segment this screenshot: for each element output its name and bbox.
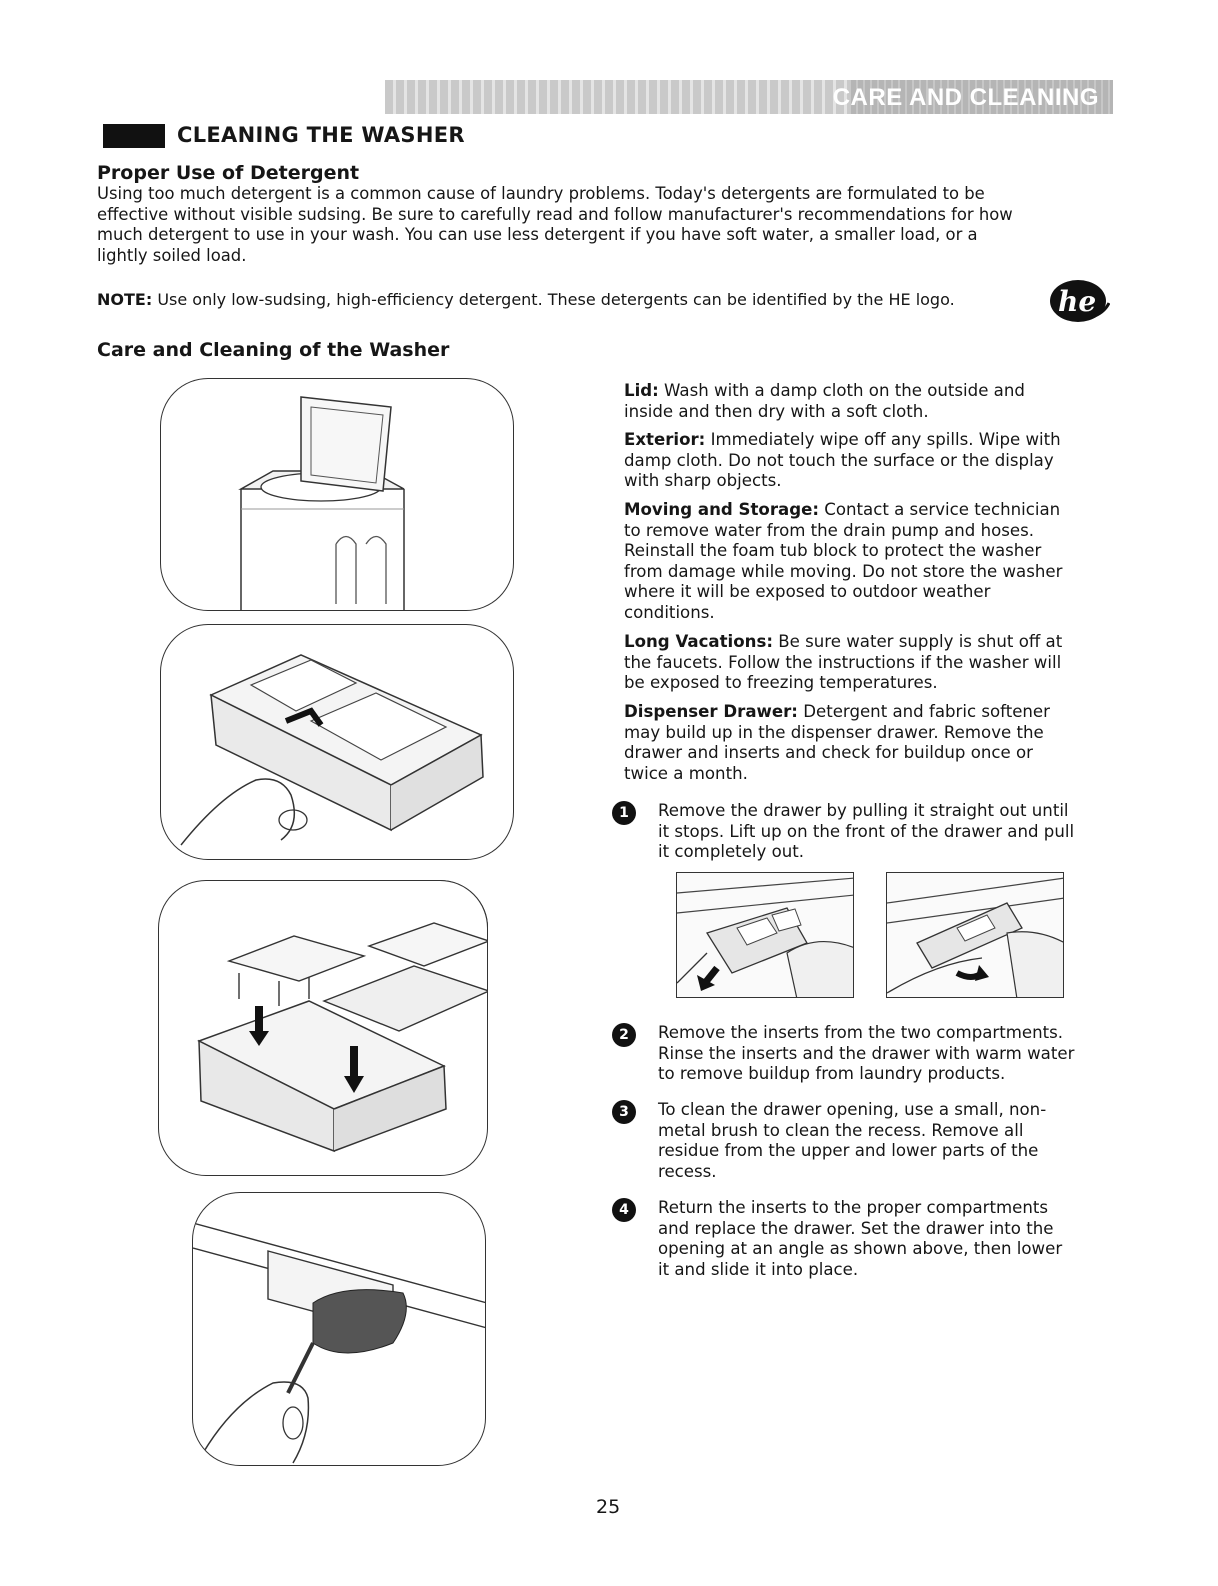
step-text: it and slide it into place. [658,1259,859,1279]
dispenser-drawer-text: may build up in the dispenser drawer. Remove the [624,722,1044,742]
step-3 [612,1100,1122,1182]
moving-storage-text: to remove water from the drain pump and hoses. [624,520,1035,540]
step-text: metal brush to clean the recess. Remove all [658,1120,1024,1140]
step-text: residue from the upper and lower parts of the [658,1141,1039,1160]
he-logo-icon [1048,279,1110,323]
dispenser-drawer-text: drawer and inserts and check for buildup once or [624,743,1033,762]
step-number-badge: 2 [612,1023,636,1047]
lid-label: Lid: [624,381,659,400]
dispenser-drawer-text: Detergent and fabric softener [797,702,1050,721]
long-vacations-text: Be sure water supply is shut off at [772,632,1063,651]
moving-storage-text: where it will be exposed to outdoor weather [624,582,991,601]
step-text: Remove the drawer by pulling it straight out until [658,801,1069,820]
detergent-paragraph [97,184,1127,266]
lid-item [624,381,1124,422]
step-text: to remove buildup from laundry products. [658,1064,1006,1083]
section-marker [103,124,165,148]
lid-text: Wash with a damp cloth on the outside and [658,381,1025,400]
note [97,290,955,310]
section-title: CLEANING THE WASHER [177,123,465,147]
header-banner [385,80,1113,114]
washer-drawing [161,379,514,611]
long-vacations-item [624,632,1124,694]
detergent-line: effective without visible sudsing. Be sure to carefully read and follow manufacturer's recommendations for how [97,204,1013,224]
long-vacations-text: the faucets. Follow the instructions if the washer will [624,652,1062,672]
detergent-line: much detergent to use in your wash. You can use less detergent if you have soft water, a smaller load, or a [97,225,978,244]
step-text: Remove the inserts from the two compartments. [658,1023,1064,1042]
detergent-line: lightly soiled load. [97,245,247,265]
moving-storage-label: Moving and Storage: [624,500,819,519]
moving-storage-text: Reinstall the foam tub block to protect the washer [624,541,1042,560]
step-text: Return the inserts to the proper compartments [658,1198,1049,1217]
lid-text: inside and then dry with a soft cloth. [624,401,929,421]
dispenser-drawer-label: Dispenser Drawer: [624,702,798,721]
drawer-inserts-drawing [159,881,488,1176]
note-text: Use only low-sudsing, high-efficiency detergent. These detergents can be identified by the HE logo. [152,290,955,309]
moving-storage-text: conditions. [624,602,715,622]
photo-drawing [677,873,854,998]
exterior-item [624,430,1124,492]
drawer-drawing [161,625,514,860]
step-text: and replace the drawer. Set the drawer into the [658,1218,1054,1238]
he-logo-text: he [1058,285,1097,318]
step-text: opening at an angle as shown above, then lower [658,1239,1063,1258]
care-heading: Care and Cleaning of the Washer [97,339,450,361]
step-1 [612,801,1122,863]
long-vacations-label: Long Vacations: [624,632,773,651]
page-number: 25 [596,1496,621,1518]
exterior-text: with sharp objects. [624,471,782,490]
note-label: NOTE: [97,290,153,309]
drawer-pull-photo-2 [886,872,1064,998]
step-text: recess. [658,1161,717,1181]
drawer-inserts-illustration [158,880,488,1176]
step-number-badge: 4 [612,1198,636,1222]
step-text: it stops. Lift up on the front of the drawer and pull [658,821,1075,841]
drawer-pull-photo-1 [676,872,854,998]
dispenser-drawer-text: twice a month. [624,763,748,783]
brush-cleaning-illustration [192,1192,486,1466]
long-vacations-text: be exposed to freezing temperatures. [624,673,938,692]
step-number-badge: 1 [612,801,636,825]
dispenser-drawer-item [624,702,1124,784]
step-number-badge: 3 [612,1100,636,1124]
step-text: Rinse the inserts and the drawer with warm water [658,1043,1075,1063]
moving-storage-item [624,500,1124,623]
step-2 [612,1023,1122,1085]
step-text: it completely out. [658,842,805,861]
detergent-heading: Proper Use of Detergent [97,162,360,184]
exterior-label: Exterior: [624,430,706,449]
brush-drawing [193,1193,486,1466]
moving-storage-text: Contact a service technician [819,500,1061,519]
step-text: To clean the drawer opening, use a small, non- [658,1100,1047,1119]
exterior-text: damp cloth. Do not touch the surface or the display [624,450,1054,470]
washer-lid-illustration [160,378,514,611]
exterior-text: Immediately wipe off any spills. Wipe with [705,430,1061,449]
dispenser-drawer-illustration [160,624,514,860]
photo-drawing [887,873,1064,998]
banner-title: CARE AND CLEANING [832,84,1099,111]
moving-storage-text: from damage while moving. Do not store the washer [624,561,1063,581]
detergent-line: Using too much detergent is a common cause of laundry problems. Today's detergents are formulated to be [97,184,985,203]
step-4 [612,1198,1122,1280]
